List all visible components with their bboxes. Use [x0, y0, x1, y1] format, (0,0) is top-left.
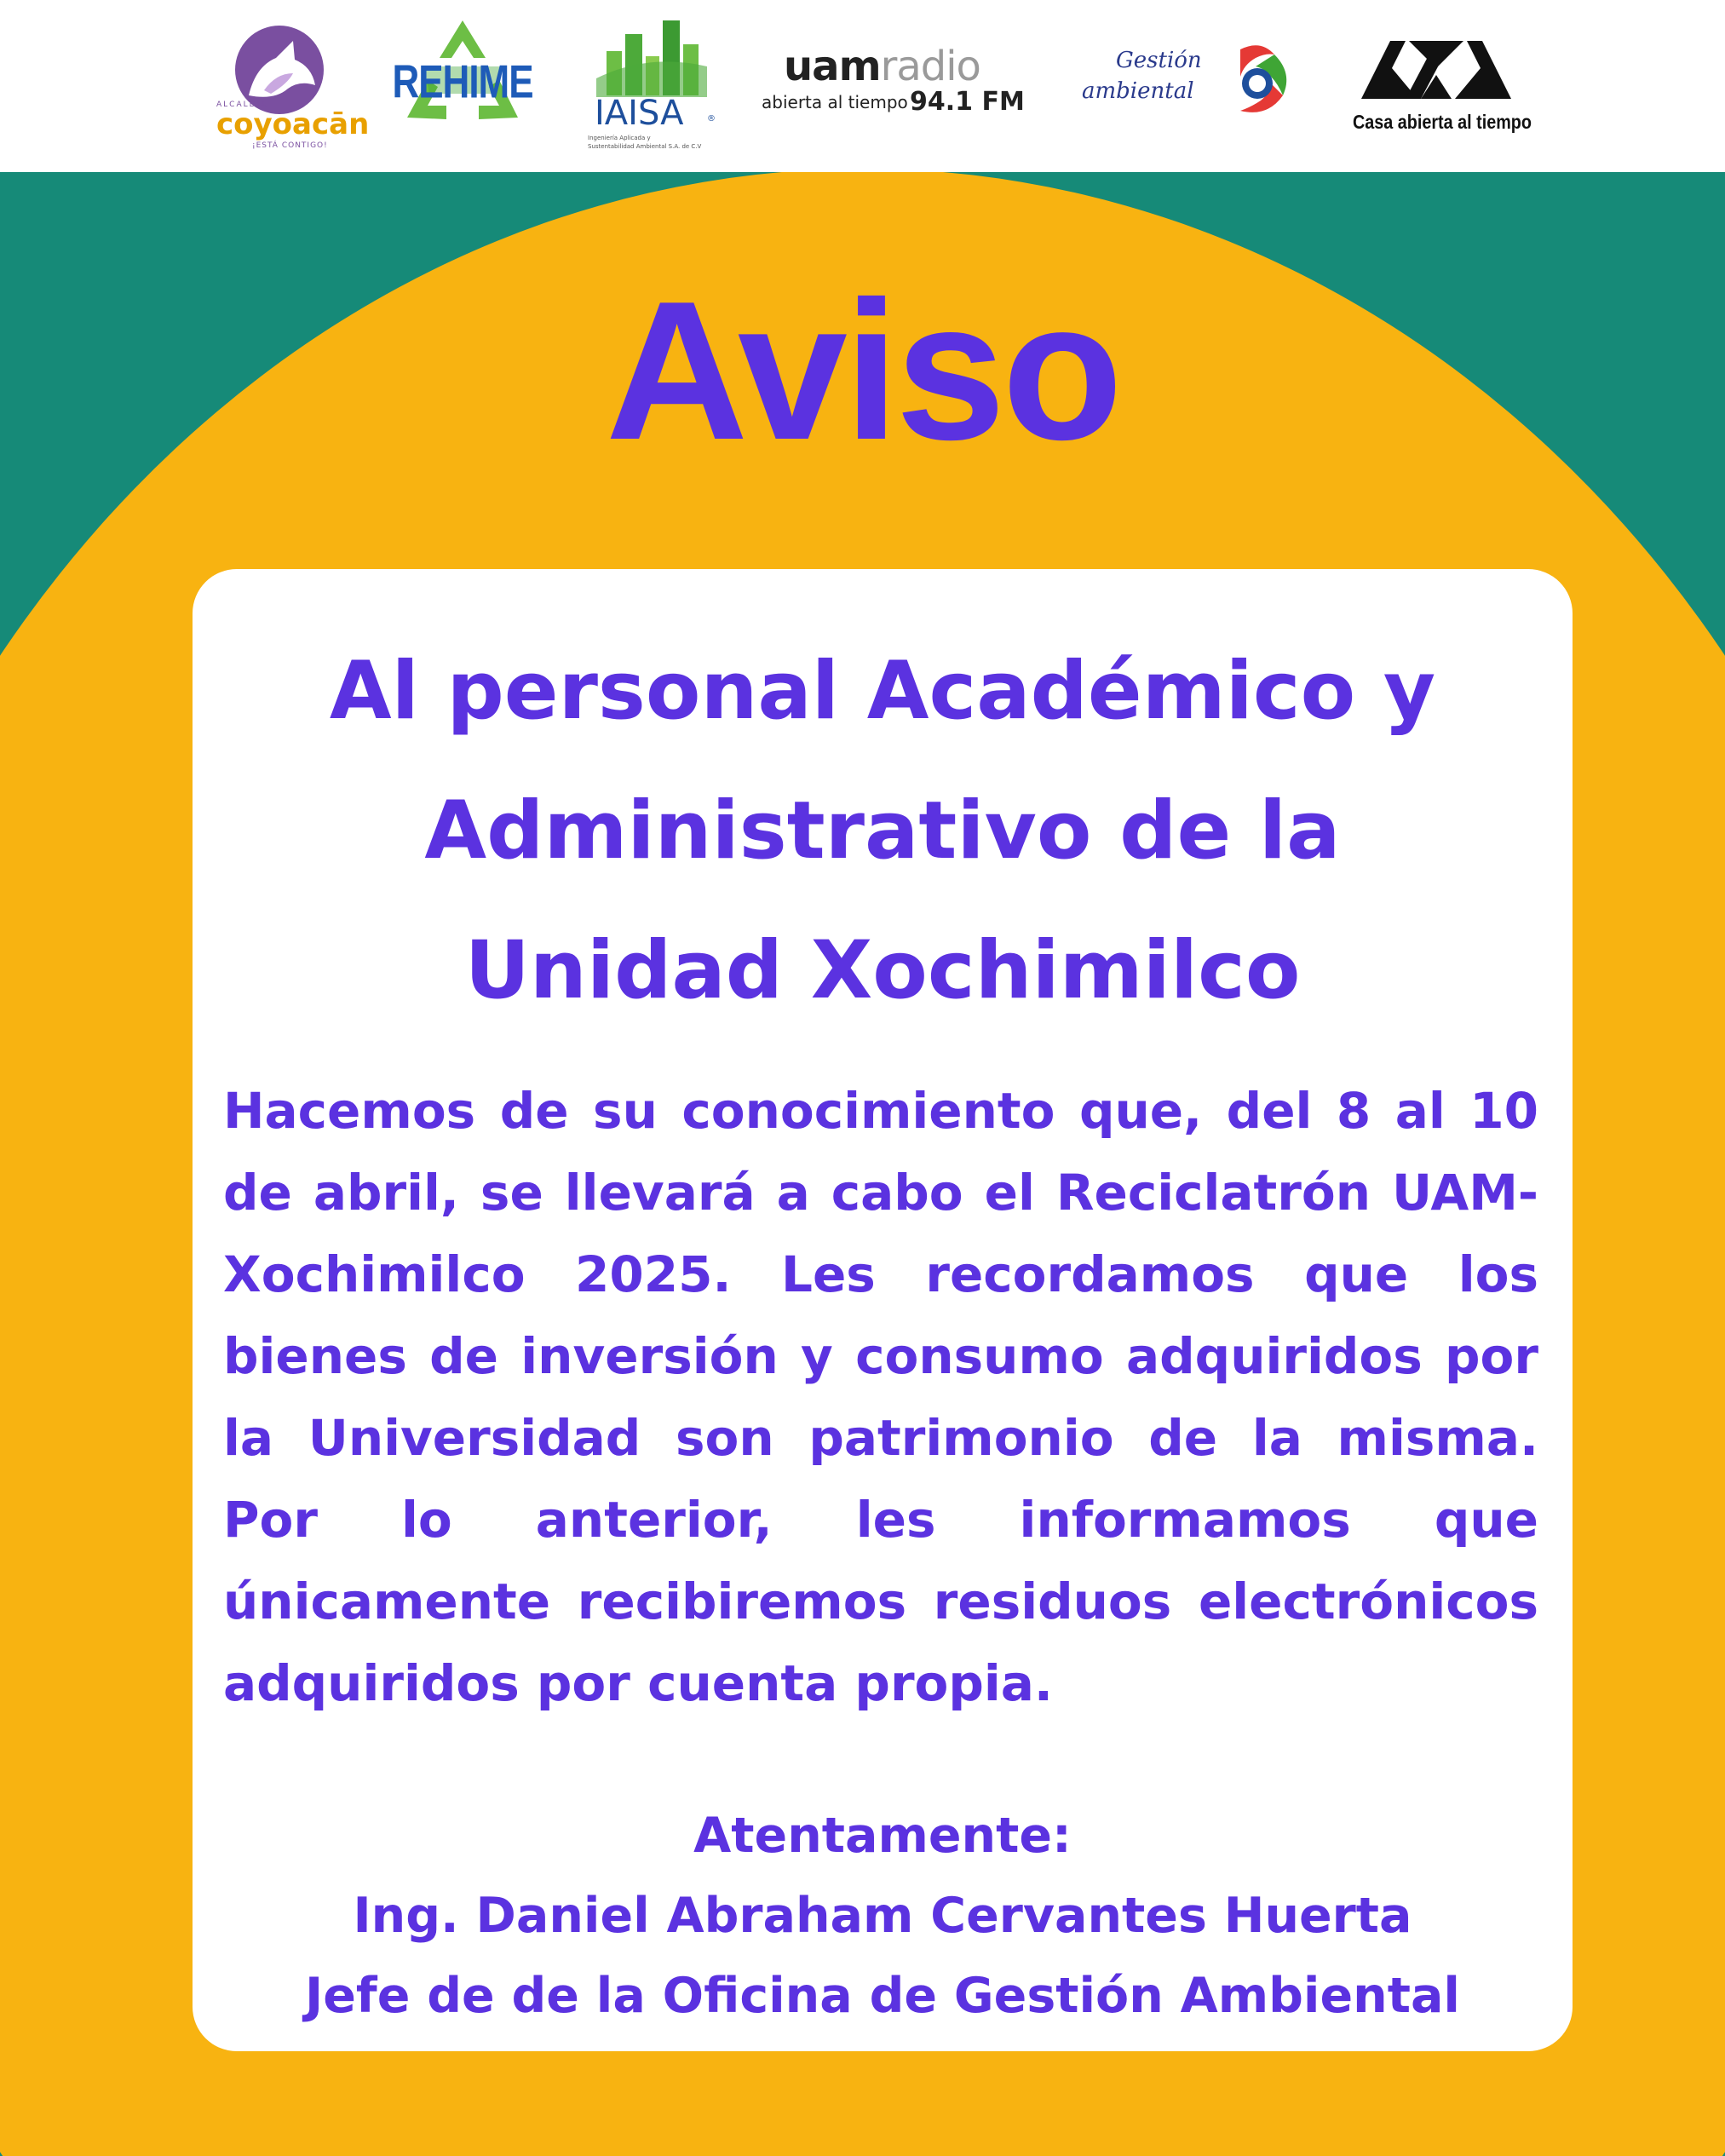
uam-emblem-icon: [1358, 37, 1515, 102]
gestion-line2: ambiental: [1082, 78, 1194, 104]
gestion-ambiental-logo: [1078, 36, 1300, 129]
uamradio-logo: [760, 43, 1032, 128]
heading-line-3: Unidad Xochimilco: [464, 924, 1301, 1017]
logo-header: [0, 0, 1725, 172]
uamradio-radio: radio: [880, 43, 980, 90]
gestion-swirl-icon: [1215, 36, 1295, 121]
page-title: Aviso: [605, 261, 1120, 481]
signature-closing: Atentamente:: [693, 1808, 1072, 1864]
signature-role: Jefe de de la Oficina de Gestión Ambiental: [305, 1968, 1460, 2024]
heading-line-1: Al personal Académico y: [329, 645, 1436, 738]
coyoacan-logo: [211, 22, 370, 150]
coyoacan-small: ALCALDÍA: [216, 101, 268, 109]
uamradio-tag: abierta al tiempo: [762, 92, 908, 112]
signature-block: [193, 1796, 1573, 2036]
notice-heading: [193, 622, 1573, 1041]
notice-body: Hacemos de su conocimiento que, del 8 al 10 de abril, se llevará a cabo el Reciclatrón UAM-Xochimilco 2025. Les recordamos que los bienes de inversión y consumo adquiridos por la Universidad son patrimonio de la misma. Por lo anterior, les informamos que únicamente recibiremos residuos electrónicos adquiridos por cuenta propia.: [223, 1082, 1538, 1712]
uam-logo: [1349, 37, 1533, 140]
iaisa-mark: ®: [707, 114, 716, 124]
iaisa-sub1: Ingeniería Aplicada y: [588, 135, 651, 141]
heading-line-2: Administrativo de la: [424, 785, 1341, 877]
rehime-name: REHIME: [392, 55, 533, 108]
iaisa-buildings-icon: [596, 19, 707, 97]
uamradio-freq: 94.1 FM: [910, 87, 1025, 117]
coyoacan-name: coyoacān: [216, 107, 370, 141]
iaisa-logo: [588, 19, 724, 155]
signature-name: Ing. Daniel Abraham Cervantes Huerta: [353, 1888, 1412, 1944]
iaisa-sub2: Sustentabilidad Ambiental S.A. de C.V: [588, 143, 702, 150]
uamradio-uam: uam: [784, 43, 881, 90]
rehime-logo: [390, 15, 535, 152]
coyoacan-tagline: ¡ESTÁ CONTIGO!: [252, 141, 328, 150]
iaisa-name: IAISA: [595, 94, 684, 133]
uam-tagline: Casa abierta al tiempo: [1353, 111, 1532, 133]
uamradio-wordmark: [784, 43, 980, 90]
gestion-line1: Gestión: [1116, 48, 1202, 73]
notice-card: [193, 569, 1573, 2051]
